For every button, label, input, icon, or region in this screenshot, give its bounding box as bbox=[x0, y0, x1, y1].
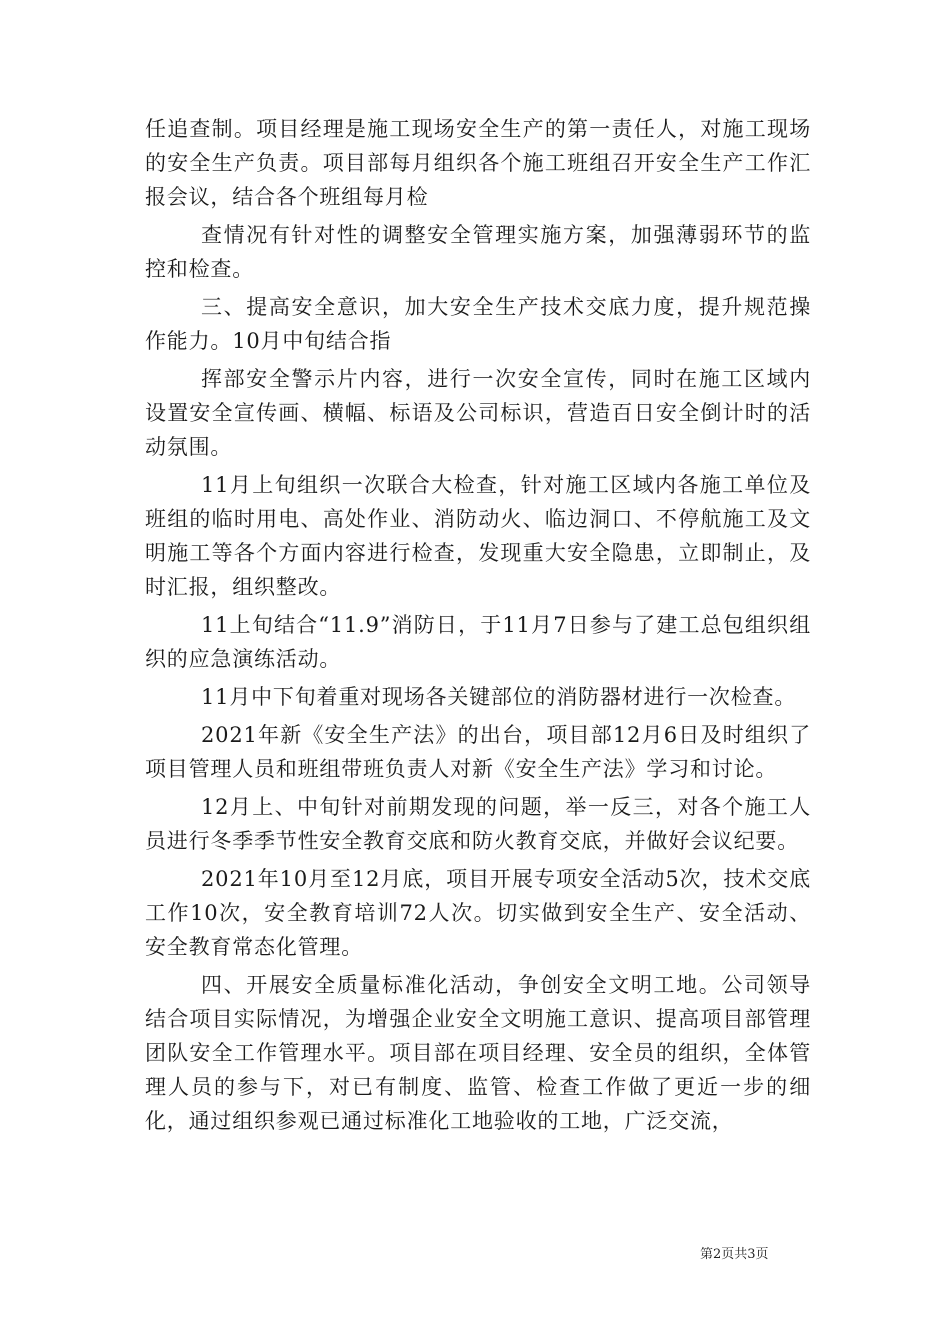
paragraph-3: 三、提高安全意识，加大安全生产技术交底力度，提升规范操作能力。10月中旬结合指 bbox=[145, 295, 811, 353]
paragraph-1: 任追查制。项目经理是施工现场安全生产的第一责任人，对施工现场的安全生产负责。项目部每月组织各个施工班组召开安全生产工作汇报会议，结合各个班组每月检 bbox=[145, 117, 811, 209]
paragraph-5: 11月上旬组织一次联合大检查，针对施工区域内各施工单位及班组的临时用电、高处作业、消防动火、临边洞口、不停航施工及文明施工等各个方面内容进行检查，发现重大安全隐患，立即制止，及时汇报，组织整改。 bbox=[145, 473, 811, 599]
paragraph-2: 查情况有针对性的调整安全管理实施方案，加强薄弱环节的监控和检查。 bbox=[145, 223, 811, 281]
paragraph-9: 12月上、中旬针对前期发现的问题，举一反三，对各个施工人员进行冬季季节性安全教育交底和防火教育交底，并做好会议纪要。 bbox=[145, 795, 811, 853]
paragraph-10: 2021年10月至12月底，项目开展专项安全活动5次，技术交底工作10次，安全教育培训72人次。切实做到安全生产、安全活动、安全教育常态化管理。 bbox=[145, 867, 811, 959]
document-body bbox=[145, 112, 811, 1142]
paragraph-7: 11月中下旬着重对现场各关键部位的消防器材进行一次检查。 bbox=[201, 685, 797, 709]
paragraph-6: 11上旬结合“11.9”消防日，于11月7日参与了建工总包组织组织的应急演练活动。 bbox=[145, 613, 811, 671]
paragraph-8: 2021年新《安全生产法》的出台，项目部12月6日及时组织了项目管理人员和班组带班负责人对新《安全生产法》学习和讨论。 bbox=[145, 723, 811, 781]
paragraph-4: 挥部安全警示片内容，进行一次安全宣传，同时在施工区域内设置安全宣传画、横幅、标语及公司标识，营造百日安全倒计时的活动氛围。 bbox=[145, 367, 811, 459]
page-number: 第2页共3页 bbox=[700, 1247, 769, 1262]
paragraph-11: 四、开展安全质量标准化活动，争创安全文明工地。公司领导结合项目实际情况，为增强企业安全文明施工意识、提高项目部管理团队安全工作管理水平。项目部在项目经理、安全员的组织，全体管理人员的参与下，对已有制度、监管、检查工作做了更近一步的细化，通过组织参观已通过标准化工地验收的工地，广泛交流， bbox=[145, 973, 811, 1133]
